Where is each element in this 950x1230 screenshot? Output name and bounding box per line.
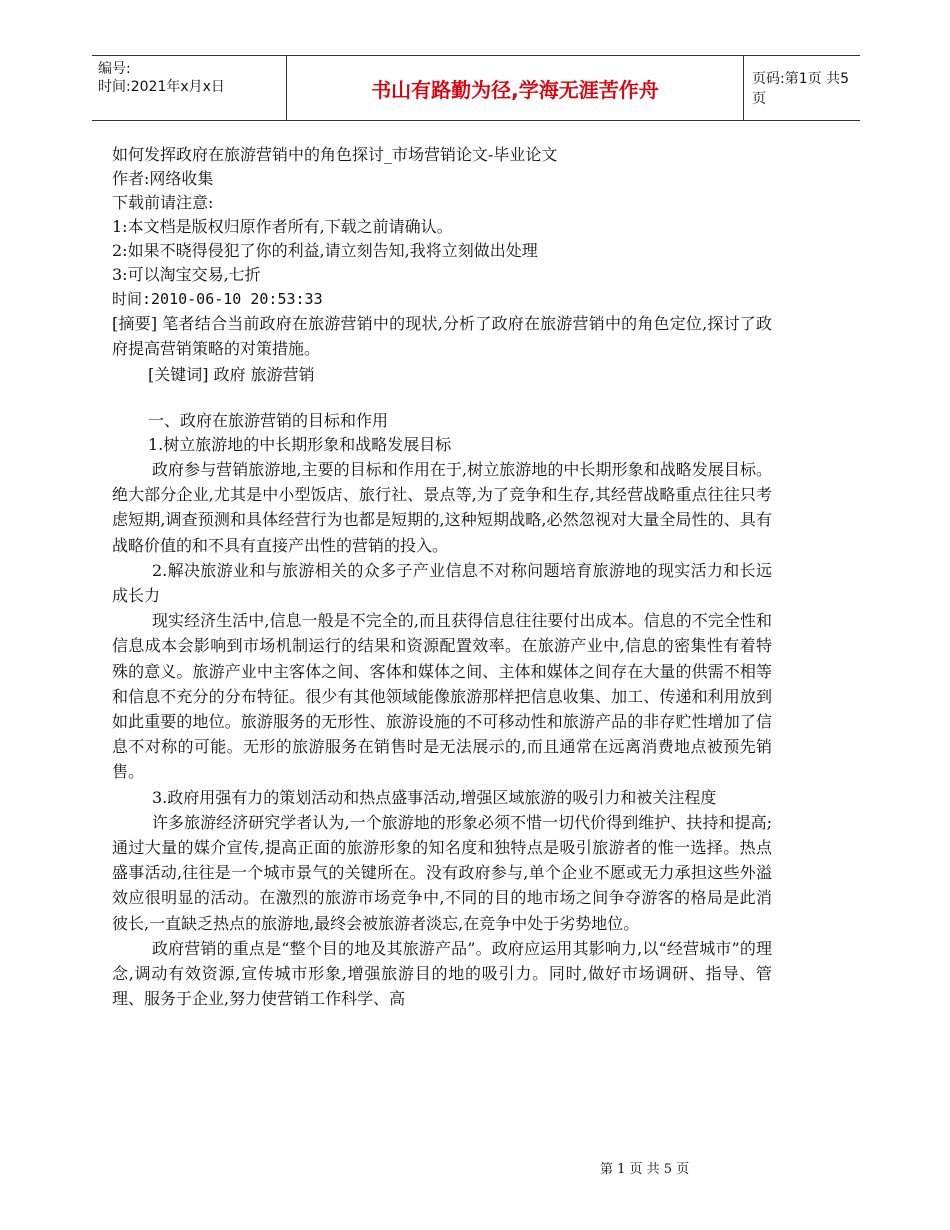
section-heading: 一、政府在旅游营销的目标和作用 xyxy=(148,411,389,430)
paragraph: 现实经济生活中,信息一般是不完全的,而且获得信息往往要付出成本。信息的不完全性和信息成本会影响到市场机制运行的结果和资源配置效率。在旅游产业中,信息的密集性有着特殊的意义。旅游产业中主客体之间、客体和媒体之间、主体和媒体之间存在大量的供需不相等和信息不充分的分布特征。很少有其他领域能像旅游那样把信息收集、加工、传递和利用放到如此重要的地位。旅游服务的无形性、旅游设施的不可移动性和旅游产品的非存贮性增加了信息不对称的可能。无形的旅游服务在销售时是无法展示的,而且通常在远离消费地点被预先销售。 xyxy=(112,611,772,782)
notice-item: 3:可以淘宝交易,七折 xyxy=(112,265,261,284)
article-abstract: [摘要] 笔者结合当前政府在旅游营销中的现状,分析了政府在旅游营销中的角色定位,探讨了政府提高营销策略的对策措施。 xyxy=(112,314,772,358)
article-keywords: [关键词] 政府 旅游营销 xyxy=(148,365,315,384)
article-time: 时间:2010-06-10 20:53:33 xyxy=(112,290,323,308)
subsection-heading: 1.树立旅游地的中长期形象和战略发展目标 xyxy=(148,435,452,454)
header-page-info: 页码:第1页 共5页 xyxy=(752,71,849,107)
article-body xyxy=(112,143,772,1011)
document-header xyxy=(92,55,860,121)
article-title: 如何发挥政府在旅游营销中的角色探讨_市场营销论文-毕业论文 xyxy=(112,145,558,164)
notice-item: 1:本文档是版权归原作者所有,下载之前请确认。 xyxy=(112,217,453,236)
subsection-heading: 2.解决旅游业和与旅游相关的众多子产业信息不对称问题培育旅游地的现实活力和长远成长力 xyxy=(112,560,772,606)
article-author: 作者:网络收集 xyxy=(112,169,214,188)
notice-item: 2:如果不晓得侵犯了你的利益,请立刻告知,我将立刻做出处理 xyxy=(112,241,538,260)
paragraph: 政府营销的重点是“整个目的地及其旅游产品”。政府应运用其影响力,以“经营城市”的理念,调动有效资源,宣传城市形象,增强旅游目的地的吸引力。同时,做好市场调研、指导、管理、服务于企业,努力使营销工作科学、高 xyxy=(112,938,772,1009)
header-motto: 书山有路勤为径,学海无涯苦作舟 xyxy=(286,56,744,120)
paragraph: 政府参与营销旅游地,主要的目标和作用在于,树立旅游地的中长期形象和战略发展目标。绝大部分企业,尤其是中小型饭店、旅行社、景点等,为了竞争和生存,其经营战略重点往往只考虑短期,调查预测和具体经营行为也都是短期的,这种短期战略,必然忽视对大量全局性的、具有战略价值的和不具有直接产出性的营销的投入。 xyxy=(112,460,772,555)
notice-heading: 下载前请注意: xyxy=(112,193,214,212)
date-label: 时间:2021年x月x日 xyxy=(98,79,225,95)
header-meta xyxy=(92,56,286,120)
number-label: 编号: xyxy=(98,61,131,77)
subsection-heading: 3.政府用强有力的策划活动和热点盛事活动,增强区域旅游的吸引力和被关注程度 xyxy=(152,787,717,807)
paragraph: 许多旅游经济研究学者认为,一个旅游地的形象必须不惜一切代价得到维护、扶持和提高;通过大量的媒介宣传,提高正面的旅游形象的知名度和独特点是吸引旅游者的惟一选择。热点盛事活动,往往是一个城市景气的关键所在。没有政府参与,单个企业不愿或无力承担这些外溢效应很明显的活动。在激烈的旅游市场竞争中,不同的目的地市场之间争夺游客的格局是此消彼长,一直缺乏热点的旅游地,最终会被旅游者淡忘,在竞争中处于劣势地位。 xyxy=(112,812,772,933)
page-footer: 第 1 页 共 5 页 xyxy=(600,1162,690,1177)
